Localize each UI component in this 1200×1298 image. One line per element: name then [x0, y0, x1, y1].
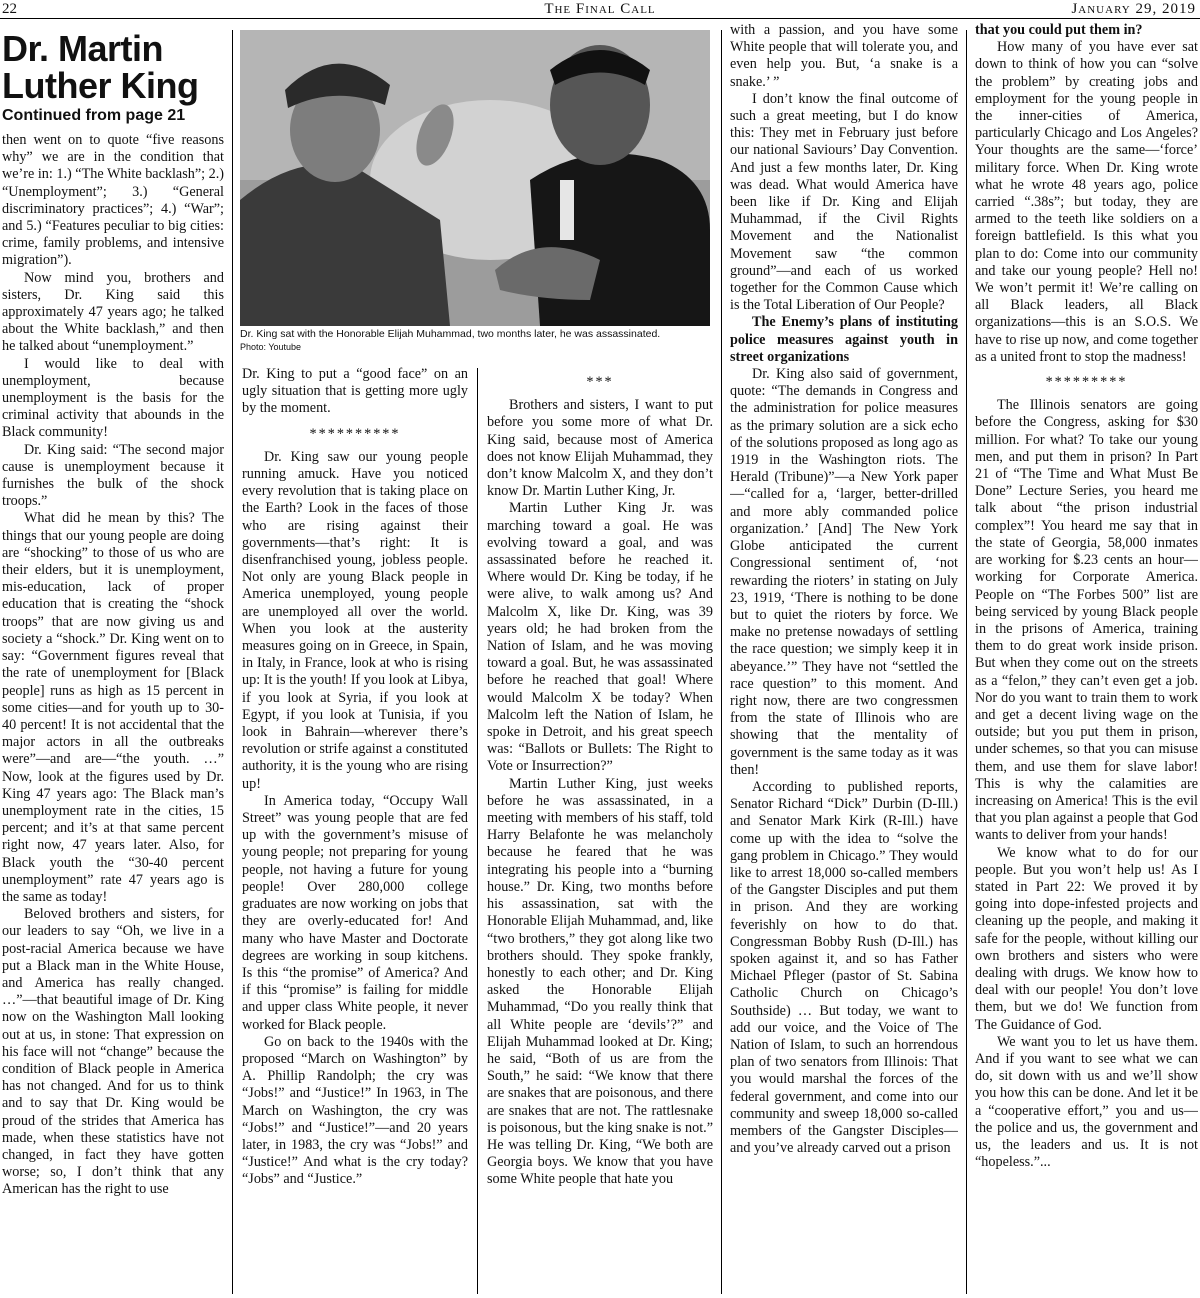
- paragraph: Dr. King to put a “good face” on an ugly situation that is getting more ugly by the moment.: [242, 366, 468, 417]
- paragraph: Beloved brothers and sisters, for our leaders to say “Oh, we live in a post-racial America because we have put a Black man in the White House, and America has really changed. …”—that beautiful image of Dr. King now on the Washington Mall looking out at us, in stone: That expression on his face will not “change” because the condition of Black people in America has not changed. And for us to think and to say that Dr. King would be proud of the strides that America has made, when these statistics have not changed, in fact they have gotten worse; so, I don’t think that any American has the right to use: [2, 906, 224, 1198]
- paragraph: that you could put them in?: [975, 22, 1143, 38]
- article-column-2: [242, 366, 468, 1296]
- paragraph: We know what to do for our people. But you won’t help us! As I stated in Part 22: We proved it by going into dope-infested projects and cleaning up the people, and making it safe for the people, without killing our own brothers and sisters who were dealing with drugs. We know how to deal with our people! You don’t love them, but we do! We function from The Guidance of God.: [975, 844, 1198, 1033]
- paragraph: Dr. King also said of government, quote: “The demands in Congress and the administration for police measures as the primary solution are a sick echo of the solutions proposed as long ago as 1919 in the Washington riots. The Herald (Tribune)”—a New York paper—“called for a, ‘larger, better-drilled and more ably commanded police organization.’ [And] The New York Globe anticipated the current Congressional sentiment of, ‘not rewarding the rioters’ in stating on July 23, 1919, ‘There is nothing to be done but to quiet the rioters by force. We make no pretense nowadays of settling the race question; we simply keep it in abeyance.’” They have not “settled the race question” to this moment. And right now, there are two congressmen from the state of Illinois who are showing that the mentality of government is the same today as it was then!: [730, 366, 958, 778]
- paragraph: How many of you have ever sat down to think of how you can “solve the problem” by creating jobs and employment for the young people in the inner-cities of America, particularly Chicago and Los Angeles? Your thoughts are the same—‘force’ military force. When Dr. King wrote what he wrote 48 years ago, police carried “.38s”; but today, they are armed to the teeth like soldiers on a foreign battlefield. Is this what you plan to do: Come into our community and take our young people? Hell no! We won’t permit it! We’re calling on all Black leaders, all Black organizations—this is an S.O.S. We have to rise up now, and come together as a united front to stop the madness!: [975, 39, 1198, 365]
- paragraph: I don’t know the final outcome of such a great meeting, but I do know this: They met in February just before our national Saviours’ Day Convention. And just a few months later, Dr. King was dead. What would America have been like if Dr. King and Elijah Muhammad, if the Civil Rights Movement and the Nationalist Movement saw “the common ground”—and each of us worked together for the Common Cause which is the Total Liberation of Our People?: [730, 90, 958, 314]
- column-divider: [966, 30, 967, 1294]
- headline: [2, 30, 224, 104]
- headline-line-2: Luther King: [2, 65, 199, 106]
- paragraph: Martin Luther King Jr. was marching toward a goal. He was evolving toward a goal, and was assassinated before he reached it. Where would Dr. King be today, if he were alive, to walk among us? And Malcolm X, like Dr. King, was 39 years old; he had broken from the Nation of Islam, and he was moving toward a goal. But, he was assassinated before he reached that goal! Where would Malcolm X be today? When Malcolm left the Nation of Islam, he spoke in Detroit, and his great speech was: “Ballots or Bullets: The Right to Vote or Insurrection?”: [487, 500, 713, 775]
- section-separator: *********: [1045, 374, 1128, 391]
- page-header: [0, 0, 1200, 19]
- page-number: 22: [2, 1, 17, 17]
- photo-credit: Photo: Youtube: [240, 342, 302, 352]
- paragraph: In America today, “Occupy Wall Street” was young people that are fed up with the government’s misuse of young people; not preparing for young people, not having a future for young people! Over 280,000 college graduates are now working on jobs that they are overly-educated for! And many who have Master and Doctorate degrees are working in soup kitchens. Is this “the promise” of America? And if this “promise” is failing for middle and upper class White people, it never worked for Black people.: [242, 792, 468, 1033]
- paragraph: Dr. King said: “The second major cause is unemployment because it furnishes the bulk of the shock troops.”: [2, 441, 224, 510]
- continued-from: Continued from page 21: [2, 107, 186, 124]
- paragraph: Brothers and sisters, I want to put before you some more of what Dr. King said, because most of America does not know Elijah Muhammad, they don’t know Malcolm X, and they don’t know Dr. Martin Luther King, Jr.: [487, 397, 713, 500]
- caption-text: Dr. King sat with the Honorable Elijah Muhammad, two months later, he was assassinated.: [240, 328, 661, 340]
- section-separator: **********: [309, 425, 401, 442]
- paragraph: Go on back to the 1940s with the proposed “March on Washington” by A. Phillip Randolph; the cry was “Jobs!” and “Justice!” In 1963, in The March on Washington, the cry was “Jobs!” and “Justice!”—and 20 years later, in 1983, the cry was “Jobs!” and “Justice!” And what is the cry today? “Jobs” and “Justice.”: [242, 1033, 468, 1188]
- paragraph: then went on to quote “five reasons why” we are in the condition that we’re in: 1.) “The White backlash”; 2.) “Unemployment”; 3.) “General discriminatory practices”; 4.) “War”; and 5.) “Features peculiar to big cities: crime, family problems, and intensive migration”).: [2, 132, 224, 269]
- column-divider: [477, 368, 478, 1294]
- photo-illustration: [240, 30, 710, 326]
- photo-king-and-muhammad: [240, 30, 710, 326]
- paragraph: The Illinois senators are going before the Congress, asking for $30 million. For what? To take our young men, and put them in prison? In Part 21 of “The Time and What Must Be Done” Lecture Series, you heard me talk about “the prison industrial complex”! You heard me say that in the state of Georgia, 58,000 inmates are working for $.23 cents an hour—working for Corporate America. People on “The Forbes 500” list are being serviced by young Black people in the prisons of America, training them to do great work inside prison. But when they come out on the streets as a “felon,” they can’t even get a job. Nor do you want to train them to work and get a decent living wage on the outside; but you put them in prison, under schemes, so that you can misuse them, and use them for slave labor! This is why the calamities are increasing on America! This is the evil that you plan against a people that God wants to deliver from your hands!: [975, 397, 1198, 844]
- column-divider: [232, 30, 233, 1294]
- paragraph: Martin Luther King, just weeks before he was assassinated, in a meeting with members of his staff, told Harry Belafonte he was melancholy because he feared that he was integrating his people into a “burning house.” Dr. King, two months before his assassination, sat with the Honorable Elijah Muhammad, and, like “two brothers,” they got along like two brothers should. They spoke frankly, honestly to each other; and Dr. King asked the Honorable Elijah Muhammad, “Do you really think that all White people are ‘devils’?” and Elijah Muhammad looked at Dr. King; he said, “Both of us are from the South,” he said: “We know that there are snakes that are poisonous, and there are snakes that are not. The rattlesnake is poisonous, but the king snake is not.” He was telling Dr. King, “We both are Georgia boys. We know that you have some White people that hate you: [487, 775, 713, 1188]
- article-column-5: [975, 22, 1198, 1298]
- paragraph: I would like to deal with unemployment, because unemployment is the basis for the criminal activity that abounds in the Black community!: [2, 355, 224, 441]
- paragraph: We want you to let us have them. And if you want to see what we can do, sit down with us and we’ll show you how this can be done. And let it be a “cooperative effort,” you and us—the police and us, the government and us, the leaders and us. It is not “hopeless.”...: [975, 1033, 1198, 1171]
- photo-caption: [240, 328, 710, 354]
- section-subhead: The Enemy’s plans of instituting police measures against youth in street organizations: [730, 314, 958, 365]
- section-separator: ***: [586, 374, 614, 390]
- article-column-4: [730, 22, 958, 1298]
- paragraph: Now mind you, brothers and sisters, Dr. King said this approximately 47 years ago; he talked about the White backlash,” and then he talked about “unemployment.”: [2, 269, 224, 355]
- paragraph: What did he mean by this? The things that our young people are doing are “shocking” to those of us who are their elders, but it is unemployment, mis-education, lack of proper education that is creating the “shock troops” that are now giving us and society a “shock.” Dr. King went on to say: “Government figures reveal that the rate of unemployment for [Black people] runs as high as 15 percent in some cities—and for youth up to 30-40 percent! It is not accidental that the major actors in all the outbreaks were”—and are—“the youth. …” Now, look at the figures used by Dr. King 47 years ago: The Black man’s unemployment rate in the cities, 15 percent; and it’s at that same percent right now, 47 years later. Also, for Black youth the “30-40 percent unemployment” rate 47 years ago is the same as today!: [2, 510, 224, 905]
- issue-date: January 29, 2019: [1071, 1, 1196, 17]
- article-column-3: [487, 366, 713, 1296]
- column-divider: [721, 30, 722, 1294]
- article-column-1: [2, 22, 224, 1298]
- headline-line-1: Dr. Martin: [2, 28, 164, 69]
- publication-name: The Final Call: [544, 1, 656, 17]
- paragraph: Dr. King saw our young people running amuck. Have you noticed every revolution that is taking place on the Earth? Look in the faces of those who are rising against their governments—that’s right: It is disenfranchised young, jobless people. Not only are young Black people in America unemployed, young people are unemployed all over the world. When you look at the austerity measures going on in Greece, in Spain, in Italy, in France, look at who is rising up: It is the youth! If you look at Libya, if you look at Syria, if you look at Egypt, if you look at Tunisia, if you look in Bahrain—wherever there’s revolution or strife against a constituted authority, it is the young who are rising up!: [242, 448, 468, 792]
- paragraph: with a passion, and you have some White people that will tolerate you, and even help you. But, ‘a snake is a snake.’ ”: [730, 22, 958, 90]
- paragraph: According to published reports, Senator Richard “Dick” Durbin (D-Ill.) and Senator Mark Kirk (R-Ill.) have come up with the idea to “solve the gang problem in Chicago.” They would like to arrest 18,000 so-called members of the Gangster Disciples and put them in prison. And they are working feverishly on how to do that. Congressman Bobby Rush (D-Ill.) has spoken against it, and so has Father Michael Pfleger (pastor of St. Sabina Catholic Church on Chicago’s Southside) … But today, we want to add our voice, and the Voice of The Nation of Islam, to such an horrendous plan of two senators from Illinois: That you would marshal the forces of the federal government, and come into our community and sweep 18,000 so-called members of the Gangster Disciples—and you’ve already carved out a prison: [730, 778, 958, 1157]
